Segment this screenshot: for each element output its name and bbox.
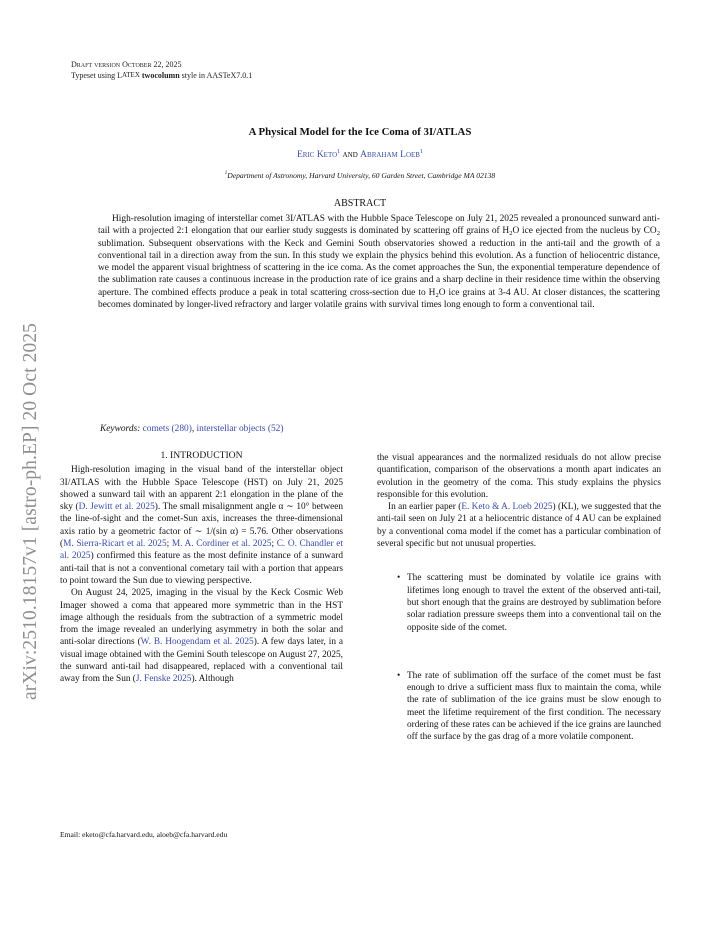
bullet-icon: • xyxy=(397,573,401,584)
keyword-link-comets[interactable]: comets (280) xyxy=(142,424,192,434)
email-footnote: Email: eketo@cfa.harvard.edu, aloeb@cfa.harvard.edu xyxy=(60,830,228,839)
arxiv-identifier-stamp: arXiv:2510.18157v1 [astro-ph.EP] 20 Oct 2025 xyxy=(20,322,41,700)
author-affiliation-mark: 1 xyxy=(419,149,424,155)
right-column xyxy=(377,452,661,744)
abstract-heading: ABSTRACT xyxy=(333,198,387,209)
affiliation-number: 1 xyxy=(224,171,228,176)
author-conjunction: and xyxy=(342,150,358,160)
keywords-label: Keywords: xyxy=(100,424,141,434)
typeset-line xyxy=(71,70,252,81)
citation-link[interactable]: C. O. Chandler et al. 2025 xyxy=(60,539,343,562)
intro-paragraph-continued: the visual appearances and the normalized residuals do not allow precise quantification, comparison of the observations a month apart indicates an evolution in the geometry of the coma. This study explains the physics responsible for this evolution. xyxy=(377,453,661,500)
left-column xyxy=(60,450,343,686)
keyword-link-interstellar-objects[interactable]: interstellar objects (52) xyxy=(196,424,284,434)
intro-paragraph-2: On August 24, 2025, imaging in the visual by the Keck Cosmic Web Imager showed a coma that appeared more symmetric than in the HST image although the residuals from the subtraction of a symmetric model from the image revealed an underlying asymmetry in both the solar and anti-solar directions (W. B. Hoogendam et al. 2025). A few days later, in a visual image obtained with the Gemini South telescope on August 27, 2025, the sunward anti-tail had disappeared, replaced with a conventional tail away from the Sun (J. Fenske 2025). Although xyxy=(60,588,344,685)
author-affiliation-mark: 1 xyxy=(337,149,341,155)
citation-link[interactable]: W. B. Hoogendam et al. 2025 xyxy=(140,637,254,648)
keywords-line: Keywords: comets (280), interstellar objects (52) xyxy=(100,424,284,434)
typeset-suffix: style in AASTeX7.0.1 xyxy=(181,71,253,80)
author-link-loeb[interactable]: Abraham Loeb xyxy=(360,150,420,160)
properties-list xyxy=(377,572,661,743)
draft-version-line: Draft version October 22, 2025 xyxy=(71,60,182,69)
section-heading-introduction: 1. INTRODUCTION xyxy=(160,450,243,461)
bullet-icon: • xyxy=(397,670,401,681)
affiliation-text: Department of Astronomy, Harvard University, 60 Garden Street, Cambridge MA 02138 xyxy=(227,171,496,180)
citation-link[interactable]: M. A. Cordiner et al. 2025 xyxy=(171,539,272,550)
citation-link[interactable]: D. Jewitt et al. 2025 xyxy=(78,502,155,513)
author-list xyxy=(0,150,720,160)
intro-paragraph-1: High-resolution imaging in the visual band of the interstellar object 3I/ATLAS with the Hubble Space Telescope (HST) on July 21, 2025 showed a sunward tail with an apparent 2:1 elongation in the plane of the sky (D. Jewitt et al. 2025). The small misalignment angle α ∼ 10° between the line-of-sight and the comet-Sun axis, increases the three-dimensional axis ratio by a geometric factor of ∼ 1/(sin α) = 5.76. Other observations (M. Sierra-Ricart et al. 2025; M. A. Cordiner et al. 2025; C. O. Chandler et al. 2025) confirmed this feature as the most definite instance of a sunward anti-tail that is not a conventional cometary tail with a portion that appears to point toward the Sun due to viewing perspective. xyxy=(60,465,344,586)
abstract-body: High-resolution imaging of interstellar comet 3I/ATLAS with the Hubble Space Telescope on July 21, 2025 revealed a pronounced sunward anti-tail with a projected 2:1 elongation that our earlier study suggests is dominated by scattering off grains of $H_2O$ ice ejected from the nucleus by $CO_2$ sublimation. Subsequent observations with the Keck and Gemini South observatories showed a reduction in the anti-tail and the growth of a conventional tail in a direction away from the sun. In this study we explain the physics behind this evolution. As a function of heliocentric distance, we model the apparent visual brightness of scattering in the ice coma. As the comet approaches the Sun, the exponential temperature dependence of the sublimation rate causes a continuous increase in the production rate of ice grains and a sharp decline in their residence time within the observing aperture. The combined effects produce a peak in total scattering cross-section due to $H_2O$ ice grains at 3-4 AU. At closer distances, the scattering becomes dominated by longer-lived refractory and larger volatile grains with survival times long enough to form a conventional tail. xyxy=(98,214,660,311)
draft-header xyxy=(71,59,252,81)
paper-title: A Physical Model for the Ice Coma of 3I/ATLAS xyxy=(248,126,472,138)
citation-link[interactable]: E. Keto & A. Loeb 2025 xyxy=(461,502,553,513)
affiliation xyxy=(0,171,720,180)
latex-logo: ATEX xyxy=(122,71,140,79)
citation-link[interactable]: J. Fenske 2025 xyxy=(135,674,192,685)
list-item: • The scattering must be dominated by volatile ice grains with lifetimes long enough to travel the extent of the observed anti-tail, but short enough that the grains are destroyed by sublimation before solar radiation pressure sweeps them into a conventional tail on the opposite side of the comet. xyxy=(397,573,661,633)
intro-paragraph-3: In an earlier paper (E. Keto & A. Loeb 2025) (KL), we suggested that the anti-tail seen on July 21 at a heliocentric distance of 4 AU can be explained by a conventional coma model if the comet has a particular combination of several specific but not unusual properties. xyxy=(377,502,661,550)
typeset-prefix: Typeset using L xyxy=(71,71,122,80)
list-item: • The rate of sublimation off the surface of the comet must be fast enough to drive a sufficient mass flux to maintain the coma, while the rate of sublimation of the ice grains must be slow enough to meet the lifetime requirement of the first condition. The necessary ordering of these rates can be achieved if the ice grains are launched off the surface by the gas drag of a more volatile component. xyxy=(397,670,661,743)
citation-link[interactable]: M. Sierra-Ricart et al. 2025 xyxy=(63,539,167,550)
author-link-keto[interactable]: Eric Keto xyxy=(296,150,338,160)
typeset-bold-word: twocolumn xyxy=(141,71,180,80)
